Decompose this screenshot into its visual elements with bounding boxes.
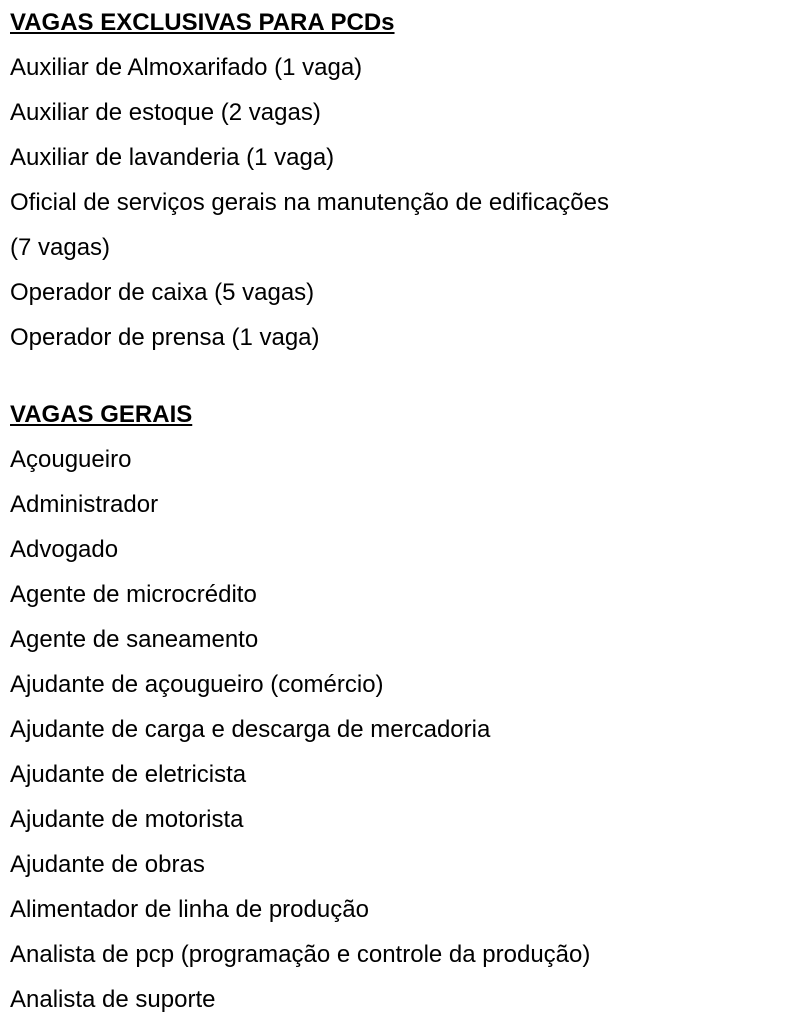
general-job-list [10, 437, 780, 1022]
list-item: Operador de prensa (1 vaga) [10, 324, 320, 351]
list-item: Alimentador de linha de produção [10, 896, 369, 923]
list-item: Ajudante de motorista [10, 806, 244, 833]
list-item: Oficial de serviços gerais na manutenção de edificações [10, 189, 609, 216]
list-item: (7 vagas) [10, 234, 111, 261]
list-item: Analista de suporte [10, 986, 216, 1013]
list-item: Ajudante de eletricista [10, 761, 247, 788]
list-item: Ajudante de carga e descarga de mercadoria [10, 716, 491, 743]
job-listing-document [10, 0, 780, 1022]
list-item: Administrador [10, 491, 159, 518]
list-item: Agente de microcrédito [10, 581, 257, 608]
list-item: Auxiliar de estoque (2 vagas) [10, 99, 321, 126]
pcd-job-list [10, 45, 780, 360]
section-heading-pcd: VAGAS EXCLUSIVAS PARA PCDs [10, 9, 395, 36]
list-item: Auxiliar de Almoxarifado (1 vaga) [10, 54, 363, 81]
list-item: Auxiliar de lavanderia (1 vaga) [10, 144, 335, 171]
list-item: Analista de pcp (programação e controle da produção) [10, 941, 591, 968]
section-spacer [10, 360, 780, 392]
list-item: Operador de caixa (5 vagas) [10, 279, 315, 306]
list-item: Ajudante de açougueiro (comércio) [10, 671, 384, 698]
list-item: Advogado [10, 536, 119, 563]
list-item: Agente de saneamento [10, 626, 259, 653]
section-heading-general: VAGAS GERAIS [10, 401, 193, 428]
list-item: Ajudante de obras [10, 851, 205, 878]
list-item: Açougueiro [10, 446, 132, 473]
